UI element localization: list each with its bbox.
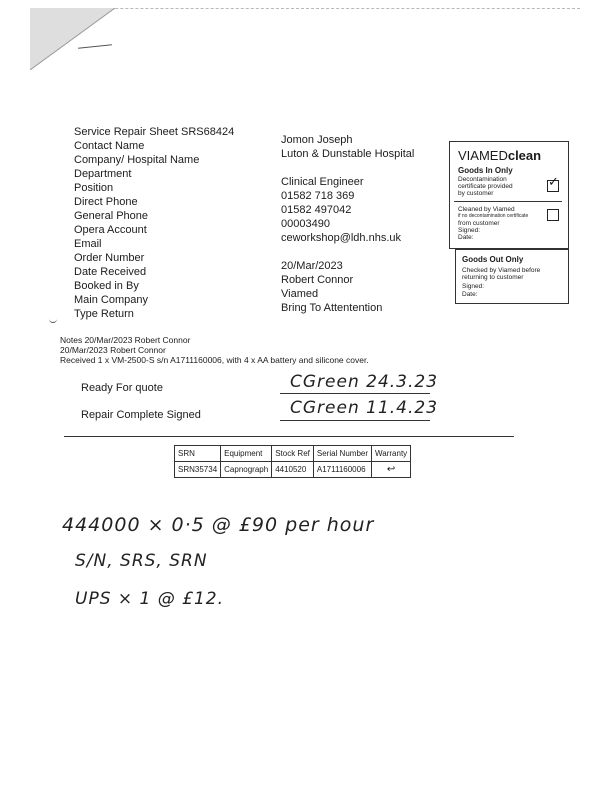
field-label-date-received: Date Received [74,266,147,278]
stamp-brand-clean: clean [507,148,542,163]
handwritten-line-2: S/N, SRS, SRN [75,551,208,571]
field-label-booked-in-by: Booked in By [74,280,139,292]
decontamination-stamp [449,141,569,249]
column-header-stock-ref: Stock Ref [272,446,314,462]
ready-signature-line [280,393,430,394]
checkmark-icon: ✓ [548,174,559,189]
repair-complete-label: Repair Complete Signed [81,409,201,421]
field-label-company: Company/ Hospital Name [74,154,200,166]
goods-out-stamp [455,249,569,304]
field-label-general-phone: General Phone [74,210,148,222]
goods-out-signed: Signed: [462,283,485,290]
column-header-warranty: Warranty [372,446,411,462]
field-label-opera-account: Opera Account [74,224,147,236]
goods-out-text-2: returning to customer [462,274,524,281]
field-label-contact-name: Contact Name [74,140,145,152]
column-header-serial-number: Serial Number [313,446,371,462]
field-label-main-company: Main Company [74,294,148,306]
cell-equipment: Capnograph [221,462,272,478]
table-header-row [175,446,411,462]
cleaned-text-3: from customer [458,220,500,227]
stamp-brand-viamed: VIAMED [458,148,508,163]
column-header-srn: SRN [175,446,221,462]
ready-for-quote-label: Ready For quote [81,382,163,394]
stamp-brand [458,148,541,163]
decon-text-3: by customer [458,190,494,197]
cell-stock-ref: 4410520 [272,462,314,478]
stamp-date: Date: [458,234,474,241]
repair-complete-signature: CGreen 11.4.23 [290,398,439,418]
field-label-order-number: Order Number [74,252,145,264]
field-value-booked-in-by: Robert Connor [281,274,354,286]
notes-line-2: 20/Mar/2023 Robert Connor [60,345,166,355]
field-value-date-received: 20/Mar/2023 [281,260,343,272]
sheet-title: Service Repair Sheet SRS68424 [74,126,235,138]
complete-signature-line [280,420,430,421]
equipment-table [174,445,411,478]
cell-warranty: ↩ [372,462,411,478]
field-value-general-phone: 01582 497042 [281,204,352,216]
field-value-company: Luton & Dunstable Hospital [281,148,415,160]
goods-out-text-1: Checked by Viamed before [462,267,541,274]
stamp-signed: Signed: [458,227,481,234]
field-label-email: Email [74,238,102,250]
field-value-direct-phone: 01582 718 369 [281,190,355,202]
field-value-opera-account: 00003490 [281,218,330,230]
field-label-position: Position [74,182,114,194]
field-value-main-company: Viamed [281,288,319,300]
field-value-email: ceworkshop@ldh.nhs.uk [281,232,402,244]
handwritten-line-1: 444000 × 0·5 @ £90 per hour [62,514,375,536]
goods-in-heading: Goods In Only [458,166,513,175]
cleaned-text-1: Cleaned by Viamed [458,206,515,213]
field-label-direct-phone: Direct Phone [74,196,138,208]
goods-out-date: Date: [462,291,478,298]
field-label-department: Department [74,168,132,180]
cell-srn: SRN35734 [175,462,221,478]
field-value-position: Clinical Engineer [281,176,364,188]
cleaned-checkbox [547,209,559,221]
field-value-type-return: Bring To Attentention [281,302,383,314]
ready-for-quote-signature: CGreen 24.3.23 [290,372,439,392]
folded-corner [30,8,115,70]
notes-line-1: Notes 20/Mar/2023 Robert Connor [60,335,191,345]
handwritten-line-3: UPS × 1 @ £12. [75,589,225,609]
goods-out-heading: Goods Out Only [462,255,524,264]
decon-text-2: certificate provided [458,183,513,190]
cleaned-text-2: if no decontamination certificate [458,213,529,219]
section-divider [64,436,514,437]
cell-serial-number: A1711160006 [313,462,371,478]
field-value-contact-name: Jomon Joseph [281,134,353,146]
field-label-type-return: Type Return [74,308,134,320]
column-header-equipment: Equipment [221,446,272,462]
table-row [175,462,411,478]
stamp-divider [454,201,562,202]
decon-text-1: Decontamination [458,176,507,183]
notes-line-3: Received 1 x VM-2500-S s/n A1711160006, with 4 x AA battery and silicone cover. [60,355,369,365]
